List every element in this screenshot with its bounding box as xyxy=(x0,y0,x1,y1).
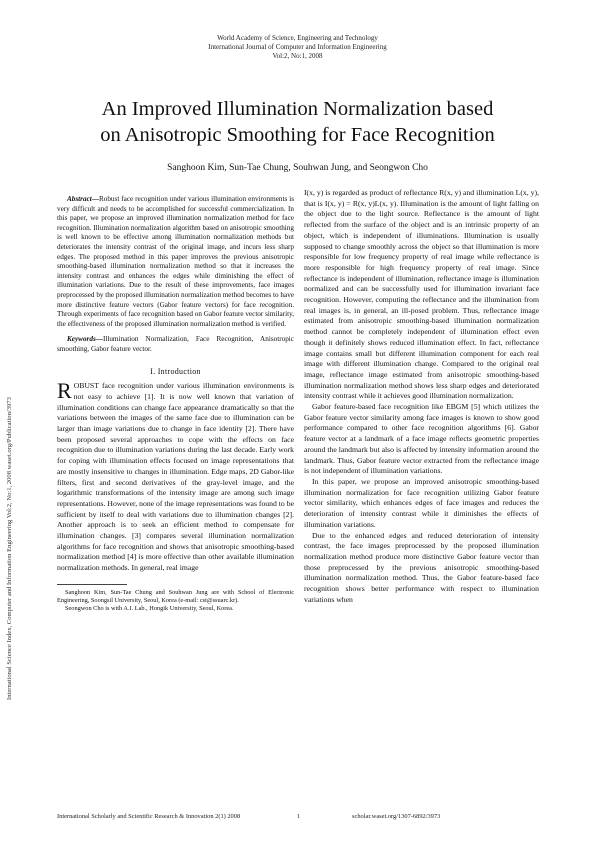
footer-url[interactable]: scholar.waset.org/1307-6892/3973 xyxy=(352,813,441,820)
title-line-1: An Improved Illumination Normalization based xyxy=(101,98,494,120)
header-line-2: International Journal of Computer and Information Engineering xyxy=(208,43,387,51)
footnote-rule xyxy=(57,584,127,585)
keywords-label: Keywords xyxy=(67,335,96,344)
abstract-text: Robust face recognition under various illumination environments is very difficult and needs to be accomplished for successful commercialization. In this paper, we propose an improved illumination normalization method for face recognition. Illumination normalization algorithm based on anisotropic smoothing is well known to be effective among illumination normalization methods but deteriorates the intensity contrast of the original image, and incurs less sharp edges. The proposed method in this paper improves the previous anisotropic smoothing-based illumination normalization method so that it increases the intensity contrast and enhances the edges while diminishing the effect of illumination variations. Due to the result of these improvements, face images preprocessed by the proposed illumination normalization method becomes to have more distinctive feature vectors (Gabor feature vectors) for face recognition. Through experiments of face recognition based on Gabor feature vector similarity, the effectiveness of the proposed illumination normalization method is verified. xyxy=(57,195,294,328)
abstract-label: Abstract xyxy=(67,195,92,203)
body-paragraph-3: In this paper, we propose an improved anisotropic smoothing-based illumination normalization for face recognition utilizing Gabor feature vector similarity, which enhances edges of face images and reduces the deterioration of intensity contrast while it diminishes the effects of illumination variations. xyxy=(304,476,539,529)
footnote-affiliation-1: Sanghoon Kim, Sun-Tae Chung and Souhwan Jung are with School of Electronic Engineering, Soongsil University, Seoul, Korea (e-mail: cst@ssuarc.kr). xyxy=(57,588,294,605)
header-line-1: World Academy of Science, Engineering and Technology xyxy=(217,34,378,42)
header-line-3: Vol:2, No:1, 2008 xyxy=(272,52,323,60)
intro-paragraph xyxy=(57,378,294,574)
left-column xyxy=(57,195,294,613)
body-paragraph-2: Gabor feature-based face recognition like EBGM [5] which utilizes the Gabor feature vector similarity among face images is known to show good performance compared to other face recognition algorithms [6]. Gabor feature vector at a landmark of a face image reflects geometric properties around the landmark but also is affected by intensity information around the landmark. Thus, Gabor feature vector extracted from the reflectance image is not independent of illumination variations. xyxy=(304,402,539,476)
paper-title xyxy=(40,96,555,148)
keywords-text: Illumination Normalization, Face Recognition, Anisotropic smoothing, Gabor feature vector. xyxy=(57,335,294,353)
author-list: Sanghoon Kim, Sun-Tae Chung, Souhwan Jung, and Seongwon Cho xyxy=(167,163,428,173)
drop-cap: R xyxy=(57,378,72,404)
abstract: Abstract—Robust face recognition under various illumination environments is very difficult and needs to be accomplished for successful commercialization. In this paper, we propose an improved illumination normalization method for face recognition. Illumination normalization algorithm based on anisotropic smoothing is well known to be effective among illumination normalization methods but deteriorates the intensity contrast of the original image, and incurs less sharp edges. The proposed method in this paper improves the previous anisotropic smoothing-based illumination normalization method so that it increases the intensity contrast and enhances the edges while diminishing the effect of illumination variations. Due to the result of these improvements, face images preprocessed by the proposed illumination normalization method becomes to have more distinctive feature vectors (Gabor feature vectors) for face recognition. Through experiments of face recognition based on Gabor feature vector similarity, the effectiveness of the proposed illumination normalization method is verified. xyxy=(57,195,294,328)
body-paragraph-4: Due to the enhanced edges and reduced deterioration of intensity contrast, the face images preprocessed by the proposed illumination normalization method produce more distinctive Gabor feature vector than those preprocessed by the previous anisotropic smoothing-based illumination normalization method. Thus, the Gabor feature-based face recognition shows better performance with respect to illumination variations when xyxy=(304,530,539,604)
intro-paragraph-text: OBUST face recognition under various illumination environments is not easy to achieve [1]. It is now well known that variation of illumination conditions can change face appearance dramatically so that the variations between the images of the same face due to illumination can be larger than image variations due to change in face identity [2]. There have been proposed several approaches to cope with the effects on face recognition due to illumination variations during the last decade. Early work for coping with illumination effects focused on image representations that are mostly insensitive to changes in illumination. Edge maps, 2D Gabor-like filters, first and second derivatives of the gray-level image, and the logarithmic transformations of the intensity image are among such image representations. However, none of the image representations was found to be sufficient by itself to deal with variations due to illumination changes [2]. Another approach is to seek an efficient method to compensate for illumination changes. [3] compares several illumination normalization algorithms for face recognition and shows that anisotropic smoothing-based normalization method [4] is more effective than other available illumination normalization methods. In general, real image xyxy=(57,381,294,573)
footer-journal: International Scholarly and Scientific Research & Innovation 2(1) 2008 xyxy=(57,813,241,820)
page-number: 1 xyxy=(297,813,301,820)
page-footer xyxy=(0,813,595,823)
right-column xyxy=(304,188,539,605)
keywords: Keywords—Illumination Normalization, Face Recognition, Anisotropic smoothing, Gabor feature vector. xyxy=(57,335,294,353)
section-heading-introduction: I. Introduction xyxy=(150,366,201,376)
body-paragraph-1: I(x, y) is regarded as product of reflectance R(x, y) and illumination L(x, y), that is I(x, y) = R(x, y)L(x, y). Illumination is the amount of light falling on the object due to the light source. Reflectance is the amount of light reflected from the surface of the object and is an intrinsic property of an object, which is independent of illuminations. Illumination is usually supposed to change smoothly across the object so that illumination is more responsible for low frequency property of real image while reflectance is more responsible for high frequency property of real image. Since reflectance is independent of illumination, reflectance image is illumination normalized and can be successfully used for illumination invariant face recognition. However, computing the reflectance and the illumination from real images is, in general, an ill-posed problem. Thus, reflectance image estimated from anisotropic smoothing-based illumination normalization method cannot be completely independent of illumination effect even though it definitely shows reduced illumination effect. In fact, reflectance image contains small but different illumination component for each real image with different illumination change. Compared to the original real image, reflectance image estimated from anisotropic smoothing-based illumination normalization method shows less sharp edges and deteriorated intensity contrast while it achieves good illumination normalization. xyxy=(304,188,539,401)
footnote-affiliation-2: Seongwon Cho is with A.I. Lab., Hongik University, Seoul, Korea. xyxy=(65,605,234,613)
title-line-2: on Anisotropic Smoothing for Face Recognition xyxy=(100,124,495,146)
journal-header xyxy=(0,34,595,61)
vertical-index-note: International Science Index, Computer and Information Engineering Vol:2, No:1, 2008 waset.org/Publication/3973 xyxy=(6,397,13,700)
